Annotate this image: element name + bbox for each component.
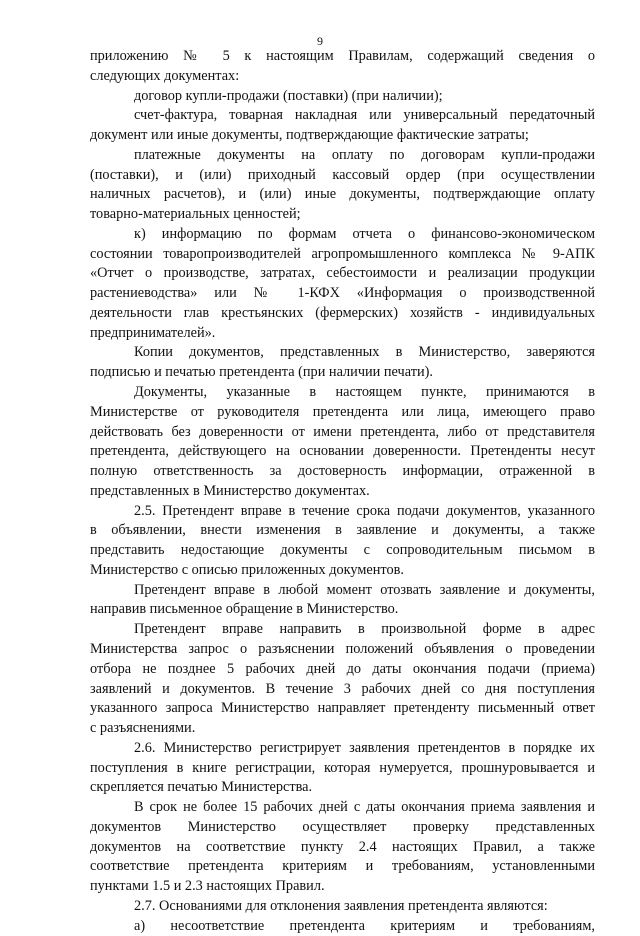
text-line: направив письменное обращение в Министерство. (90, 601, 399, 618)
text-line: предпринимателей». (90, 324, 216, 341)
text-line: указанного запроса Министерство направляет претенденту письменный ответ (90, 700, 595, 717)
text-line: претендента, действующего на основании доверенности. Претенденты несут (90, 443, 595, 460)
text-line: документов Министерство осуществляет проверку представленных (90, 818, 595, 835)
text-line: следующих документах: (90, 67, 240, 84)
text-line: Министерство с описью приложенных документов. (90, 561, 404, 578)
text-line: Копии документов, представленных в Министерство, заверяются (134, 344, 595, 361)
text-line: Министерстве от руководителя претендента или лица, имеющего право (90, 403, 595, 420)
text-line: деятельности глав крестьянских (фермерских) хозяйств - индивидуальных (90, 304, 595, 321)
text-line: Претендент вправе направить в произвольной форме в адрес (134, 621, 595, 638)
page-number: 9 (317, 34, 323, 48)
text-line: пунктами 1.5 и 2.3 настоящих Правил. (90, 878, 325, 895)
text-line: товарно-материальных ценностей; (90, 206, 301, 223)
text-line: поступления в книге регистрации, которая нумеруется, прошнуровывается и (90, 759, 595, 776)
text-line: счет-фактура, товарная накладная или универсальный передаточный (134, 107, 595, 124)
text-line: состоянии товаропроизводителей агропромышленного комплекса № 9-АПК (90, 245, 595, 262)
text-line: В срок не более 15 рабочих дней с даты окончания приема заявления и (134, 799, 595, 816)
text-line: документов на соответствие пункту 2.4 настоящих Правил, а также (90, 838, 595, 855)
text-line: приложению № 5 к настоящим Правилам, содержащий сведения о (90, 48, 595, 64)
text-line: Министерства запрос о разъяснении положений объявления о проведении (90, 640, 595, 657)
text-line: представить недостающие документы с сопроводительным письмом в (90, 542, 595, 559)
text-line: а) несоответствие претендента критериям и требованиям, (134, 917, 595, 934)
text-line: с разъяснениями. (90, 720, 196, 737)
text-line: заявлений и документов. В течение 3 рабочих дней со дня поступления (90, 680, 595, 697)
text-line: наличных расчетов), и (или) иные документы, подтверждающие оплату (90, 186, 595, 203)
text-line: (поставки), и (или) приходный кассовый ордер (при осуществлении (90, 166, 595, 183)
text-line: 2.5. Претендент вправе в течение срока подачи документов, указанного (134, 502, 595, 519)
text-line: полную ответственность за достоверность информации, отраженной в (90, 463, 595, 480)
text-line: действовать без доверенности от имени претендента, либо от представителя (90, 423, 595, 440)
text-line: 2.6. Министерство регистрирует заявления претендентов в порядке их (134, 739, 595, 756)
text-line: соответствие претендента критериям и требованиям, установленными (90, 858, 595, 875)
text-line: подписью и печатью претендента (при наличии печати). (90, 364, 433, 381)
text-line: «Отчет о производстве, затратах, себестоимости и реализации продукции (90, 265, 595, 282)
text-line: в объявлении, внести изменения в заявление и документы, а также (90, 522, 595, 539)
text-line: 2.7. Основаниями для отклонения заявления претендента являются: (134, 897, 548, 914)
text-line: представленных в Министерство документах. (90, 482, 370, 499)
text-line: платежные документы на оплату по договорам купли-продажи (134, 146, 595, 163)
text-line: отбора не позднее 5 рабочих дней до даты окончания подачи (приема) (90, 660, 595, 677)
text-line: Претендент вправе в любой момент отозвать заявление и документы, (134, 581, 595, 598)
text-line: скрепляется печатью Министерства. (90, 779, 313, 796)
text-line: договор купли-продажи (поставки) (при наличии); (134, 87, 443, 104)
text-line: документ или иные документы, подтверждающие фактические затраты; (90, 127, 529, 144)
text-line: растениеводства» или № 1-КФХ «Информация о производственной (90, 285, 595, 302)
document-body (90, 47, 595, 936)
text-line: к) информацию по формам отчета о финансово-экономическом (134, 225, 595, 242)
text-line: Документы, указанные в настоящем пункте, принимаются в (134, 384, 595, 401)
